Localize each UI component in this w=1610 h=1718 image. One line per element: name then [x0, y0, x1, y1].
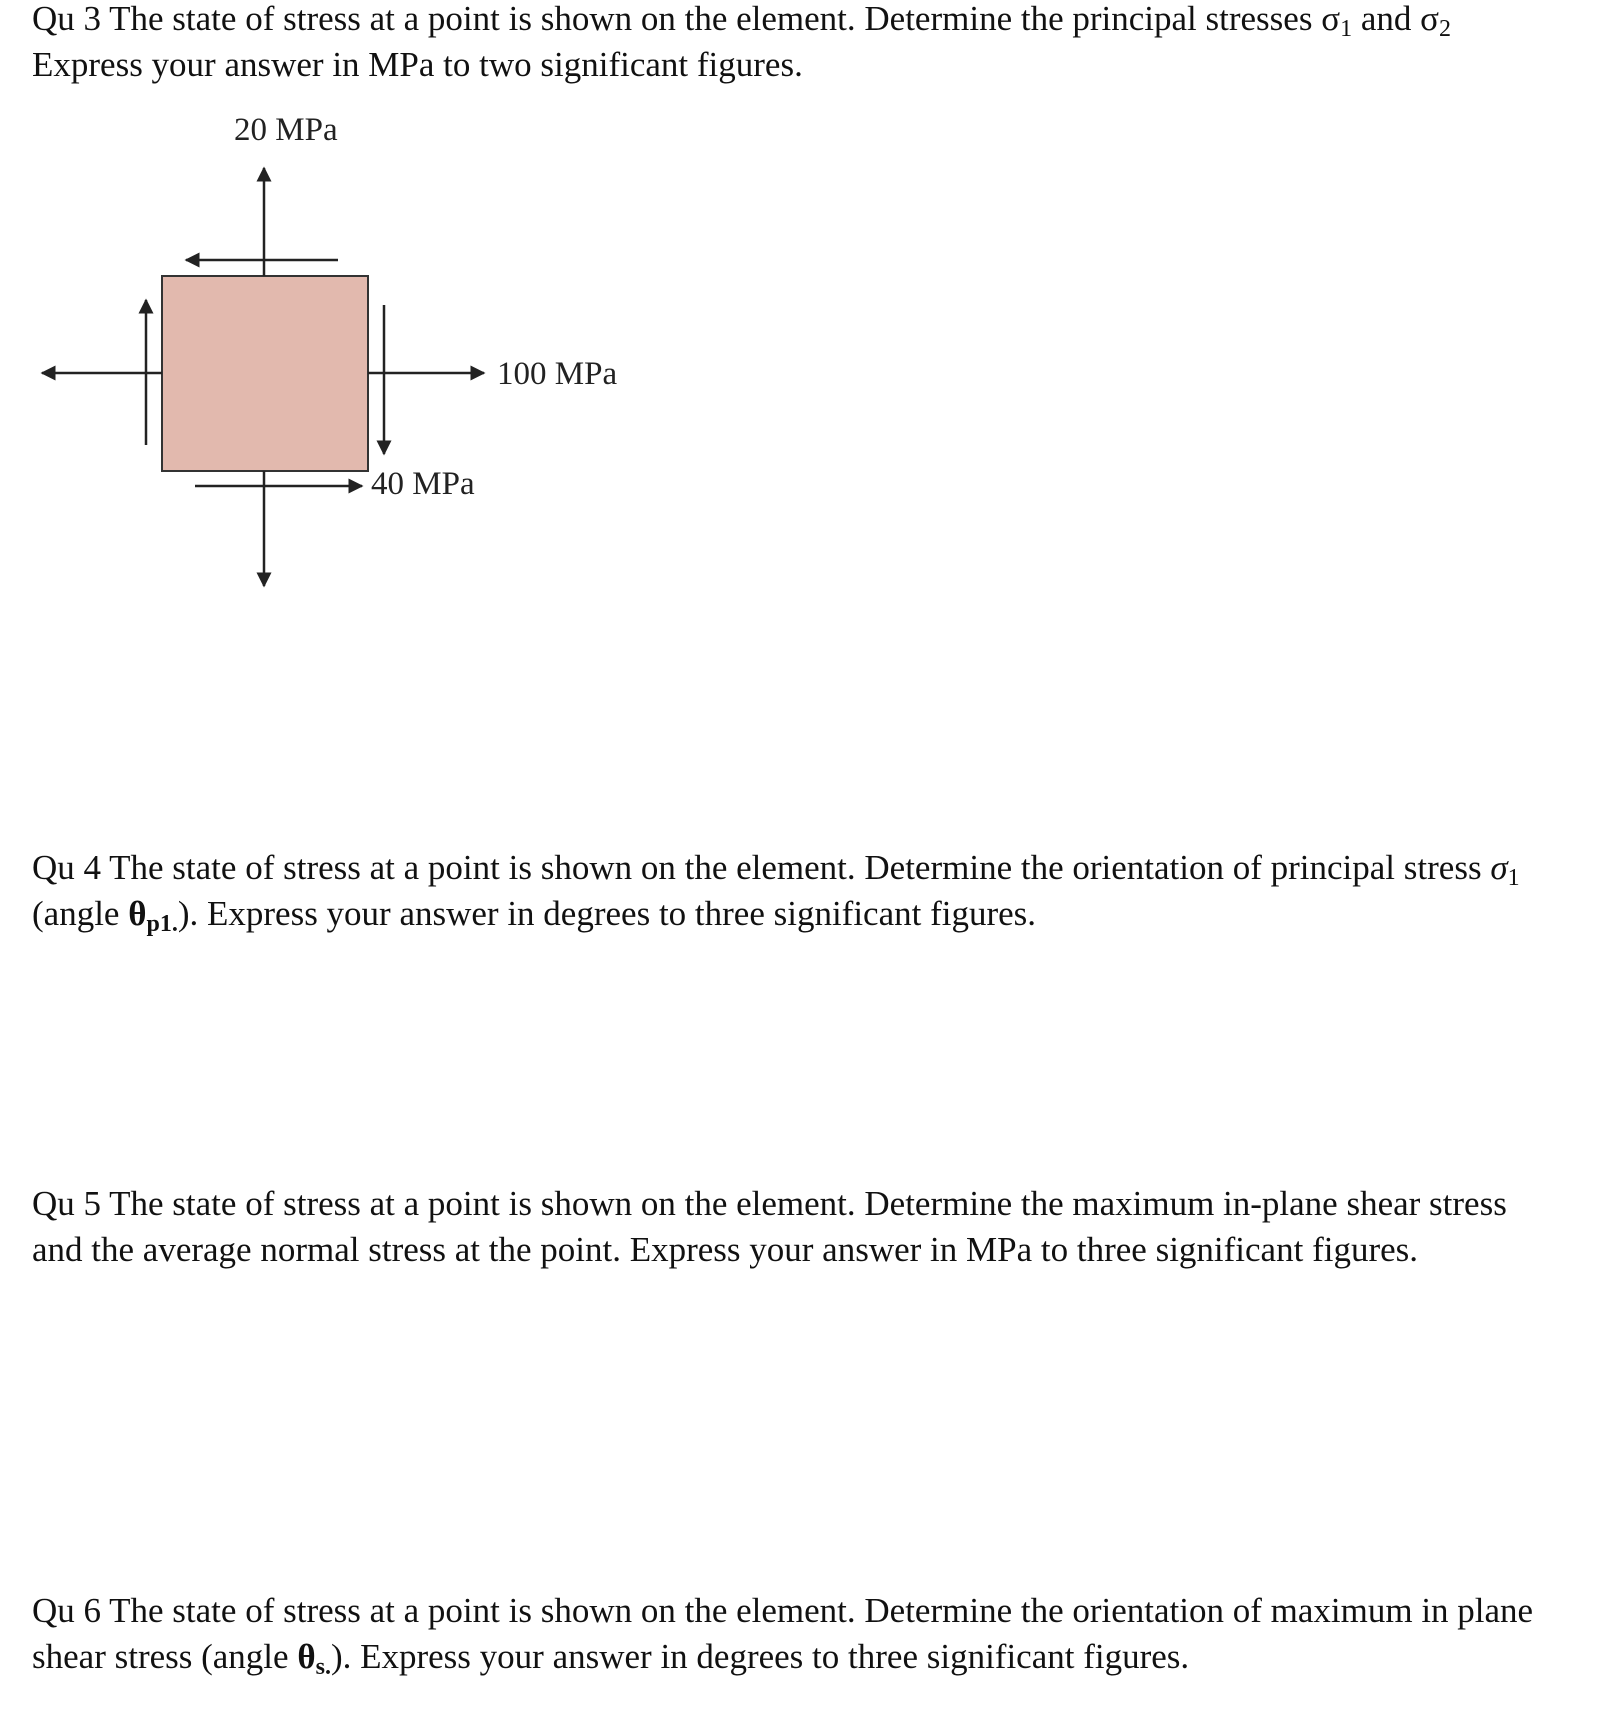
question-5-line-2: and the average normal stress at the point. Express your answer in MPa to three significant figures.: [32, 1230, 1419, 1269]
q3-and-sigma: and σ: [1352, 0, 1439, 38]
q4-text-suffix: ). Express your answer in degrees to three significant figures.: [177, 894, 1037, 933]
q4-angle-prefix: (angle: [32, 894, 129, 933]
theta-p1-subscript: p1.: [146, 911, 178, 937]
question-6-line-2: [32, 1634, 1602, 1680]
question-3-line-1: [32, 0, 1602, 42]
question-4: [32, 845, 1602, 937]
right-stress-label: 100 MPa: [497, 356, 618, 392]
sigma-1-subscript: 1: [1340, 16, 1353, 42]
theta-symbol: θ: [128, 894, 147, 933]
question-4-line-1: [32, 845, 1602, 891]
stress-element-diagram: [0, 100, 700, 600]
top-stress-label: 20 MPa: [234, 112, 338, 148]
q3-text-prefix: Qu 3 The state of stress at a point is shown on the element. Determine the principal stresses σ: [32, 0, 1341, 38]
q6-text-suffix: ). Express your answer in degrees to three significant figures.: [330, 1637, 1190, 1676]
question-5-line-1: Qu 5 The state of stress at a point is shown on the element. Determine the maximum in-plane shear stress: [32, 1184, 1507, 1223]
question-4-line-2: [32, 891, 1602, 937]
theta-s-subscript: s.: [315, 1654, 331, 1680]
sigma-1-subscript: 1: [1507, 865, 1520, 891]
question-6-line-1: Qu 6 The state of stress at a point is shown on the element. Determine the orientation of maximum in plane: [32, 1591, 1534, 1630]
question-3-line-2: Express your answer in MPa to two significant figures.: [32, 45, 803, 84]
question-5: [32, 1181, 1602, 1273]
theta-symbol: θ: [297, 1637, 316, 1676]
q4-text-prefix: Qu 4 The state of stress at a point is shown on the element. Determine the orientation of principal stress: [32, 848, 1491, 887]
sigma-symbol: σ: [1490, 848, 1508, 887]
q6-angle-prefix: shear stress (angle: [32, 1637, 298, 1676]
shear-stress-label: 40 MPa: [371, 466, 475, 502]
sigma-2-subscript: 2: [1438, 16, 1451, 42]
question-3: [32, 0, 1602, 88]
question-6: [32, 1588, 1602, 1680]
stress-element-square: [162, 276, 368, 471]
